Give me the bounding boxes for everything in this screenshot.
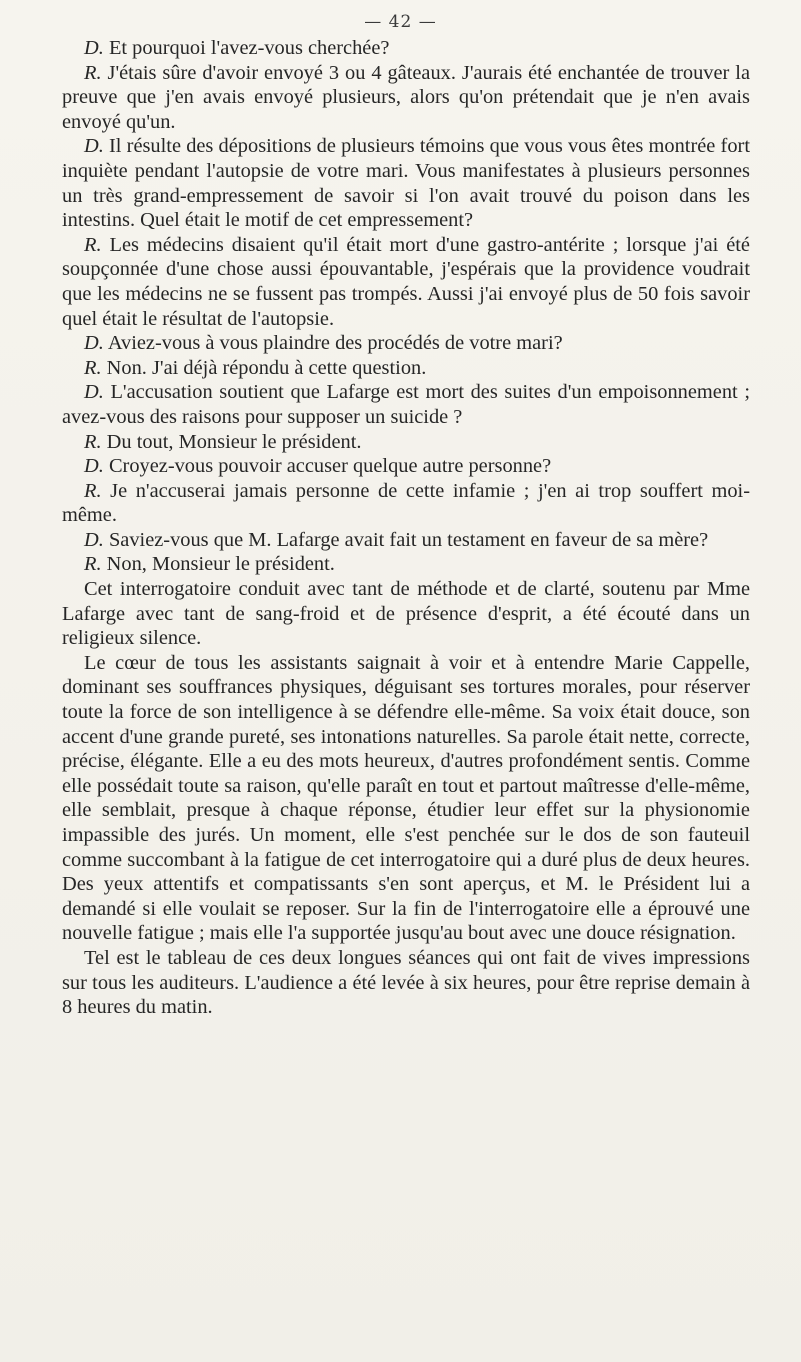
paragraph-text: Le cœur de tous les assistants saignait à voir et à entendre Marie Cappelle, dominant ses souffrances physiques, déguisant ses tortures morales, pour réserver toute la force de son intelligence à se défendre elle-même. Sa voix était douce, son accent d'une grande pureté, ses intonations naturelles. Sa parole était nette, correcte, précise, élégante. Elle a eu des mots heureux, d'autres profondément sentis. Comme elle possédait toute sa raison, qu'elle paraît en tout et partout maîtresse d'elle-même, elle semblait, presque à chaque réponse, étudier leur effet sur la physionomie impassible des jurés. Un moment, elle s'est penchée sur le dos de son fauteuil comme succombant à la fatigue de cet interrogatoire qui a duré plus de deux heures. Des yeux attentifs et compatissants s'en sont aperçus, et M. le Président lui a demandé si elle voulait se reposer. Sur la fin de l'interrogatoire elle a éprouvé une nouvelle fatigue ; mais elle l'a supportée jusqu'au bout avec une douce résignation. [62, 651, 750, 945]
page-number: — 42 — [364, 12, 437, 32]
speaker-label: R. [84, 356, 102, 379]
speaker-label: R. [84, 430, 102, 453]
paragraph [62, 528, 750, 553]
paragraph [62, 577, 750, 651]
paragraph [62, 134, 750, 232]
speaker-label: D. [84, 528, 104, 551]
paragraph [62, 233, 750, 331]
paragraph-text: Il résulte des dépositions de plusieurs témoins que vous vous êtes montrée fort inquiète pendant l'autopsie de votre mari. Vous manifestates à plusieurs personnes un très grand-empressement de savoir si l'on avait trouvé du poison dans les intestins. Quel était le motif de cet empressement? [62, 135, 750, 232]
speaker-label: D. [84, 381, 104, 404]
paragraph-text: Croyez-vous pouvoir accuser quelque autre personne? [108, 455, 552, 478]
paragraph-text: Cet interrogatoire conduit avec tant de méthode et de clarté, soutenu par Mme Lafarge avec tant de sang-froid et de présence d'esprit, a été écouté dans un religieux silence. [62, 578, 750, 650]
paragraph [62, 552, 750, 577]
paragraph-text: Et pourquoi l'avez-vous cherchée? [108, 37, 390, 59]
paragraph [62, 380, 750, 429]
paragraph-text: Non. J'ai déjà répondu à cette question. [106, 356, 427, 379]
speaker-label: R. [84, 479, 102, 502]
paragraph [62, 946, 750, 1020]
paragraph [62, 454, 750, 479]
paragraph-text: Je n'accuserai jamais personne de cette infamie ; j'en ai trop souffert moi-même. [62, 479, 750, 527]
paragraph [62, 331, 750, 356]
paragraph-text: Saviez-vous que M. Lafarge avait fait un testament en faveur de sa mère? [108, 528, 709, 551]
paragraph [62, 61, 750, 135]
paragraph-text: L'accusation soutient que Lafarge est mort des suites d'un empoisonnement ; avez-vous des raisons pour supposer un suicide ? [62, 381, 750, 428]
speaker-label: R. [84, 61, 102, 84]
speaker-label: D. [84, 37, 104, 59]
speaker-label: R. [84, 553, 102, 576]
paragraph-text: Tel est le tableau de ces deux longues séances qui ont fait de vives impressions sur tous les auditeurs. L'audience a été levée à six heures, pour être reprise demain à 8 heures du matin. [62, 946, 750, 1019]
speaker-label: D. [84, 455, 104, 478]
paragraph-text: Du tout, Monsieur le président. [106, 430, 362, 453]
paragraph-text: Aviez-vous à vous plaindre des procédés de votre mari? [107, 332, 563, 355]
paragraph [62, 36, 750, 61]
paragraph [62, 430, 750, 455]
paragraph [62, 651, 750, 946]
paragraph [62, 479, 750, 528]
paragraph [62, 356, 750, 381]
body-text [62, 36, 750, 1020]
paragraph-text: Les médecins disaient qu'il était mort d'une gastro-antérite ; lorsque j'ai été soupçonnée d'une chose aussi épouvantable, j'espérais que la providence voudrait que les médecins ne se fussent pas trompés. Aussi j'ai envoyé plus de 50 fois savoir quel était le résultat de l'autopsie. [62, 233, 750, 330]
paragraph-text: Non, Monsieur le président. [106, 553, 335, 576]
paragraph-text: J'étais sûre d'avoir envoyé 3 ou 4 gâteaux. J'aurais été enchantée de trouver la preuve que j'en avais envoyé plusieurs, alors qu'on prétendait que je n'en avais envoyé qu'un. [62, 61, 750, 133]
speaker-label: R. [84, 233, 102, 256]
speaker-label: D. [84, 135, 104, 158]
speaker-label: D. [84, 332, 104, 355]
